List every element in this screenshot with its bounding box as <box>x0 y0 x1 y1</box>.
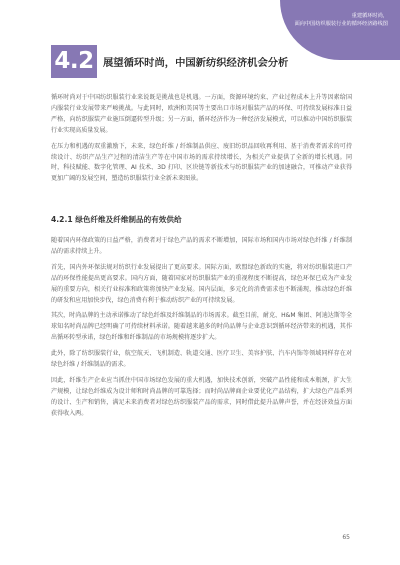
paragraph-sub-3: 其次，时尚品牌的主动承诺推动了绿色纤维及纤维制品的市场需求。截至目前，耐克、H&M 集团、阿迪达斯等全球知名时尚品牌已经明确了可持续材料承诺。随着越来越多的时尚品牌与企业意识到循环经济带来的机遇，其作出循环转型承诺，绿色纤维和纤维制品的市场规模将逐步扩大。 <box>51 312 352 342</box>
intro-text-block <box>51 93 352 185</box>
chapter-corner-banner <box>280 0 400 60</box>
paragraph-sub-1: 随着国内环保政策的日益严格，消费者对于绿色产品的需求不断增加，国际市场和国内市场对绿色纤维 / 纤维制品的需求持续上升。 <box>51 237 352 255</box>
page-number: 65 <box>342 534 350 541</box>
corner-chapter-line1: 重建循环时尚， <box>351 13 388 19</box>
subsection-title: 4.2.1 绿色纤维及纤维制品的有效供给 <box>51 215 182 224</box>
subsection-text-block <box>51 236 352 420</box>
section-title: 展望循环时尚，中国新纺织经济机会分析 <box>103 57 289 69</box>
section-number-badge: 4.2 <box>51 45 97 78</box>
paragraph-intro-2: 在压力和机遇的双重激励下，未来，绿色纤维 / 纤维制品供应、废旧纺织品回收再利用、基于消费者需求的可持续设计、纺织产品生产过程的清洁生产等在中国市场的需求持续增长，为相关产业提供了全新的增长机遇。同时，科技赋能、数字化管理、AI 技术、3D 打印、区块链等新技术与纺织服装产业的加速融合，可推动产业获得更加广阔的发展空间，塑造纺织服装行业全新未来图景。 <box>51 142 352 183</box>
paragraph-sub-2: 首先，国内外环保法规对纺织行业发展提出了更高要求。国际方面，欧盟绿色新政的实施，将对纺织服装进口产品的环保性能提出更高要求。国内方面，随着国家对纺织服装产业的重视程度不断提高，绿色环保已成为产业发展的重要方向，相关行业标准和政策将加快产业发展。国内层面，多元化的消费需求也不断涌现，推动绿色纤维的研发和应用加快步伐，绿色消费有利于推动纺织产业的可持续发展。 <box>51 263 352 304</box>
paragraph-sub-4: 此外，除了纺织服装行业，航空航天、飞机制造、轨道交通、医疗卫生、美容护肤、汽车内饰等领域同样存在对绿色纤维 / 纤维制品的需求。 <box>51 350 352 369</box>
paragraph-intro-1: 循环时尚对于中国纺织服装行业来说既是挑战也是机遇。一方面，资源环境约束、产业过程成本上升等因素给国内服装行业发展带来严峻挑战。与此同时，欧洲和美国等主要出口市场对服装产品的环保、可持续发展标准日益严格，向纺织服装产业施压倒逼转型升级；另一方面，循环经济作为一种经济发展模式，可以推动中国纺织服装行业实现高质量发展。 <box>51 94 352 134</box>
corner-chapter-line2: 面向中国纺织服装行业的循环经济路线图 <box>294 21 388 27</box>
paragraph-sub-5: 因此，纤维生产企业应当抓住中国市场绿色发展的重大机遇，加快技术创新，突破产品性能和成本瓶颈，扩大生产规模，让绿色纤维成为设计师和时尚品牌的可靠选择；而时尚品牌商企业要优化产品结构，扩大绿色产品系列的设计、生产和销售，满足未来消费者对绿色纺织服装产品的需求，同时借此提升品牌声誉，并在经济效益方面获得收入两。 <box>51 376 352 417</box>
